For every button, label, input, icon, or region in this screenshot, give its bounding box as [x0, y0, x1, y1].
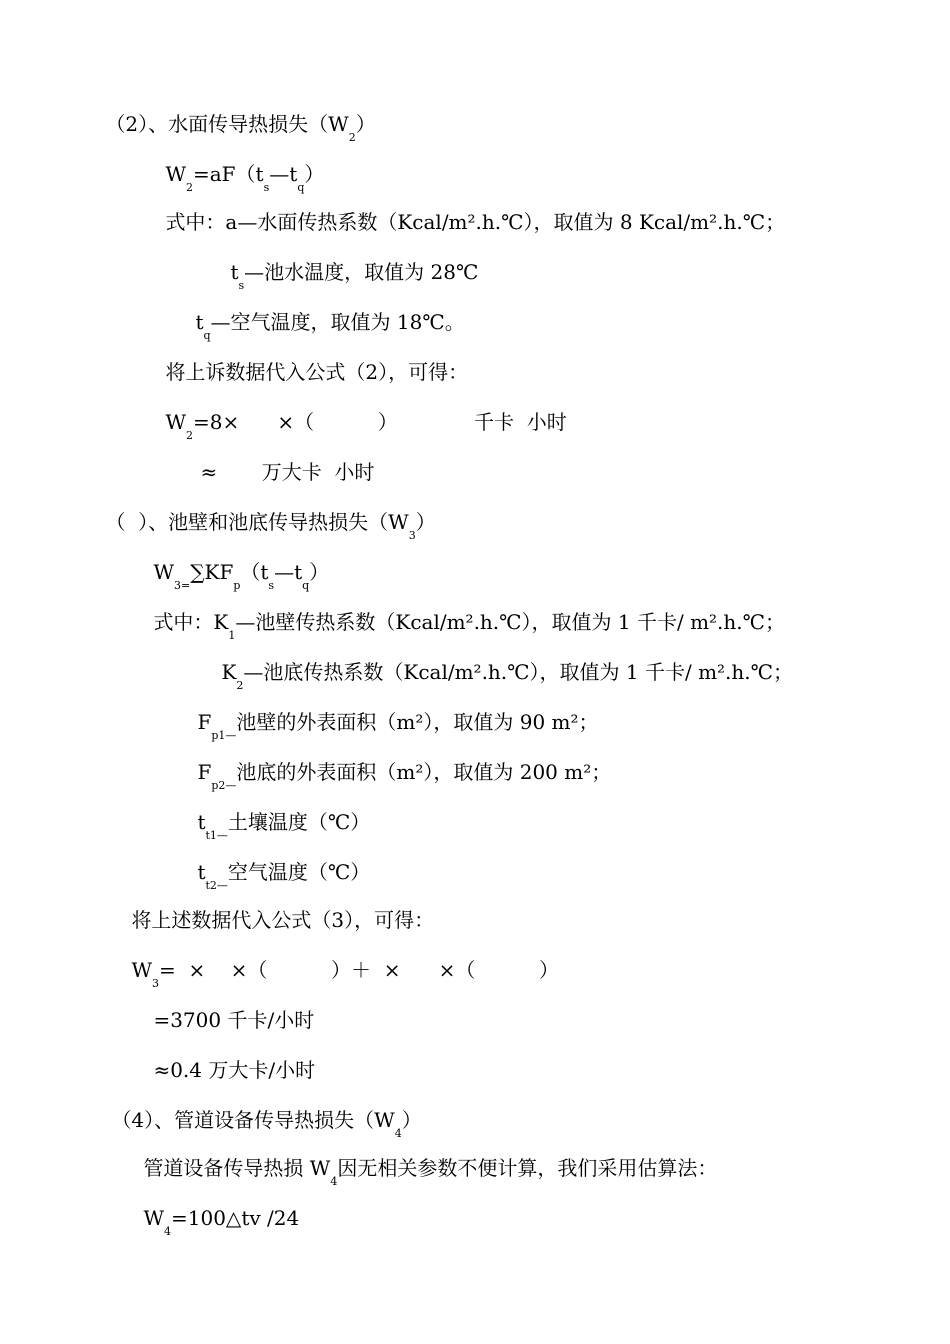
line-16: $t_{t2—}$空气温度（℃） — [197, 860, 371, 892]
line-14: $F_{p2—}$池底的外表面积（m²），取值为 200 m²； — [197, 760, 612, 792]
line-8: ≈ 万大卡 小时 — [200, 460, 375, 484]
line-11: 式中：$K_1—$池壁传热系数（Kcal/m².h.℃），取值为 1 千卡/ m².h.℃； — [153, 610, 786, 642]
line-3: 式中：a—水面传热系数（Kcal/m².h.℃），取值为 8 Kcal/m².h.℃； — [165, 210, 786, 234]
line-23: $W_4=100\triangle tv$ /24 — [143, 1206, 300, 1238]
line-9: （ ）、池壁和池底传导热损失$(W_3)$ — [105, 510, 436, 542]
line-6: 将上诉数据代入公式（2），可得： — [165, 360, 469, 384]
line-5: $t_q—$空气温度，取值为 18℃。 — [195, 310, 465, 342]
line-1: （2）、水面传导热损失$(W_2)$ — [105, 112, 376, 144]
line-22: 管道设备传导热损 $W_4$因无相关参数不便计算，我们采用估算法： — [143, 1156, 718, 1188]
line-2: $W_2=aF(t_s—t_q)$ — [165, 162, 325, 194]
line-13: $F_{p1—}$池壁的外表面积（m²），取值为 90 m²； — [197, 710, 599, 742]
line-21: （4）、管道设备传导热损失$(W_4)$ — [111, 1108, 422, 1140]
line-17: 将上述数据代入公式（3），可得： — [131, 908, 435, 932]
line-15: $t_{t1—}$土壤温度（℃） — [197, 810, 371, 842]
line-4: $t_s—$池水温度，取值为 28℃ — [230, 260, 479, 292]
line-18: $W_3=$ × ×（ ）＋ × ×（ ） — [131, 958, 559, 990]
line-19: =3700 千卡/小时 — [153, 1008, 315, 1032]
line-7: $W_2=8\times$ ×（ ） 千卡 小时 — [165, 410, 567, 442]
line-10: $W_{3=}\sum KF_p(t_s—t_q)$ — [153, 560, 330, 592]
line-20: ≈0.4 万大卡/小时 — [153, 1058, 316, 1082]
line-12: $K_2—$池底传热系数（Kcal/m².h.℃），取值为 1 千卡/ m².h.℃； — [221, 660, 794, 692]
